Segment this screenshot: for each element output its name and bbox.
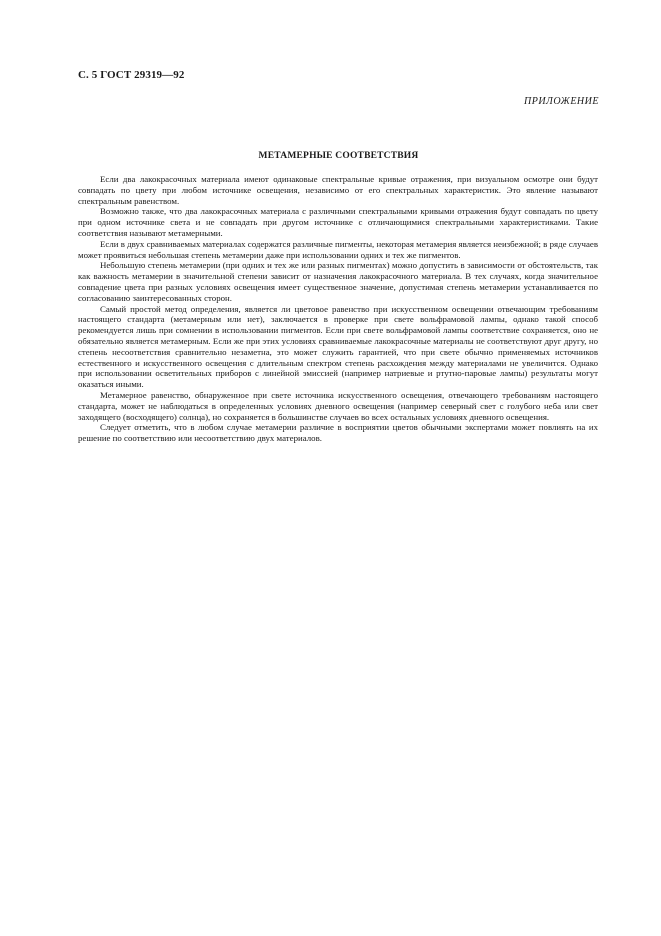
paragraph-different-pigments: Если в двух сравниваемых материалах содержатся различные пигменты, некоторая метамерия является неизбежной; в ряде случаев может проявиться небольшая степень метамерии даже при использовании одних и тех же пигментов.	[78, 238, 598, 260]
page-header: С. 5 ГОСТ 29319—92	[78, 69, 185, 81]
paragraph-metameric-definition: Возможно также, что два лакокрасочных материала с различными спектральными кривыми отражения будут совпадать по цвету при одном источнике света и не совпадать при другом источнике с отличающимися спектральными характеристиками. Такие соответствия называют метамерными.	[78, 206, 598, 238]
paragraph-daylight-conditions: Метамерное равенство, обнаруженное при свете источника искусственного освещения, отвечающего требованиям настоящего стандарта, может не наблюдаться в определенных условиях дневного освещения (например северный свет с голубого неба или свет заходящего (восходящего) солнца), но сохраняется в большинстве случаев во всех остальных условиях дневного освещения.	[78, 389, 598, 422]
paragraph-spectral-equality: Если два лакокрасочных материала имеют одинаковые спектральные кривые отражения, при визуальном осмотре они будут совпадать по цвету при любом источнике освещения, независимо от его спектральных характеристик. Это явление называют спектральным равенством.	[78, 174, 598, 206]
paragraph-acceptable-degree: Небольшую степень метамерии (при одних и тех же или разных пигментах) можно допустить в зависимости от обстоятельств, так как важность метамерии в значительной степени зависит от назначения лакокрасочного материала. В тех случаях, когда значительное совпадение цвета при разных условиях освещения имеет существенное значение, допустимая степень метамерии устанавливается по согласованию заинтересованных сторон.	[78, 260, 598, 303]
paragraph-test-method: Самый простой метод определения, является ли цветовое равенство при искусственном освещении отвечающим требованиям настоящего стандарта (метамерным или нет), заключается в проверке при свете вольфрамовой лампы, однако такой способ рекомендуется лишь при сомнении в использовании пигментов. Если при свете вольфрамовой лампы соответствие сохраняется, оно не обязательно является метамерным. Если же при этих условиях сравниваемые лакокрасочные материалы не соответствуют друг другу, но степень несоответствия сравнительно незаметна, это может служить гарантией, что при свете обычно применяемых источников естественного и искусственного освещения с длительным спектром степень расхождения между материалами не увеличится. Однако при использовании осветительных приборов с линейной эмиссией (например натриевые и ртутно-паровые лампы) результаты могут оказаться иными.	[78, 303, 598, 390]
section-title: МЕТАМЕРНЫЕ СООТВЕТСТВИЯ	[258, 151, 419, 161]
body-text	[78, 174, 598, 444]
appendix-label: ПРИЛОЖЕНИЕ	[524, 96, 599, 107]
paragraph-expert-perception: Следует отметить, что в любом случае метамерии различие в восприятии цветов обычными экспертами может повлиять на их решение по соответствию или несоответствию двух материалов.	[78, 422, 598, 444]
